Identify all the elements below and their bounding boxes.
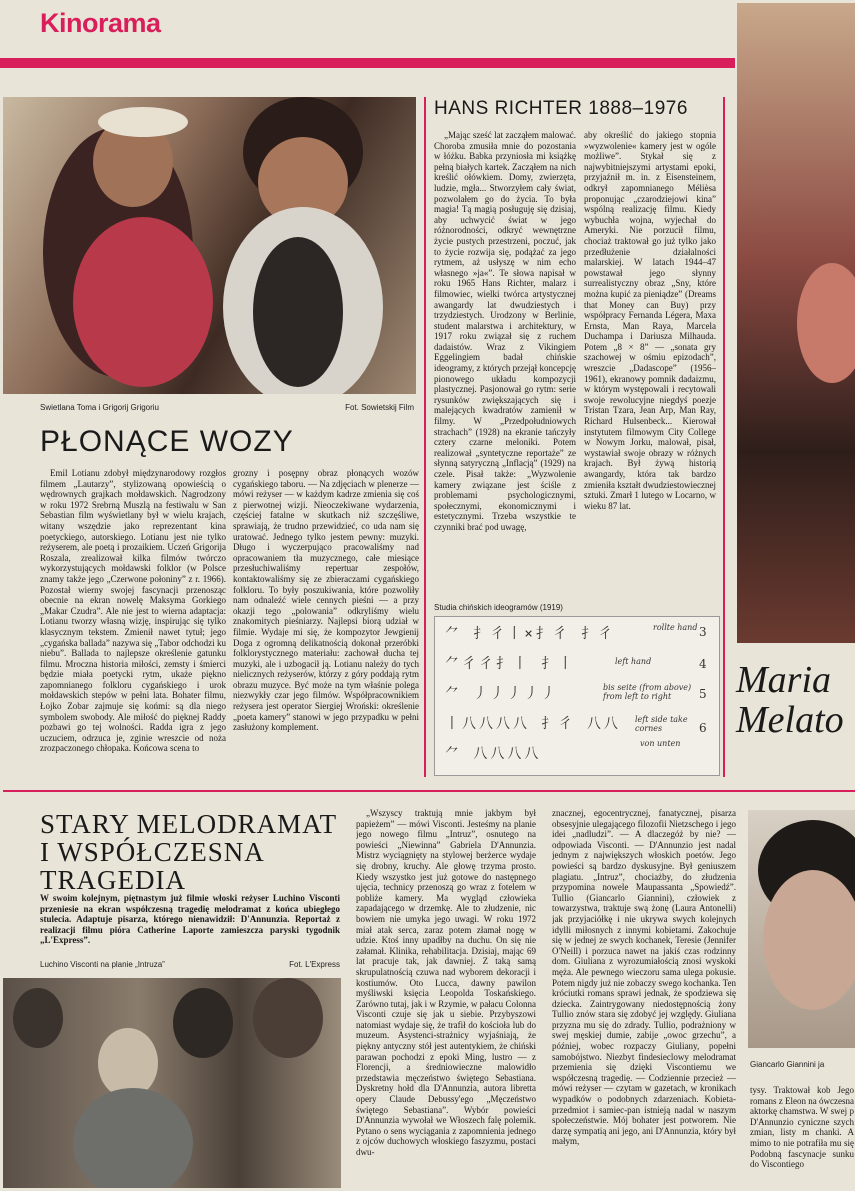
article-text: „Mając sześć lat zacząłem malować. Choroba zmusiła mnie do pozostania w łóżku. Babka przyniosła mi książkę pełną białych kartek. Zacząłem na nich kreślić ołówkiem. Domy, zwierzęta, ludzie, mgła... Stworzyłem cały świat, pozwolałem go do życia. To była magia! Tą magią posługuję się dzisiaj, aby uchwycić świat w jego różnorodności, odkryć wewnętrzne życie pustych przestrzeni, poczuć, jak to życie rozwija się, podążać za jego rytmem, aż usłyszę w nim echo własnego »ja«”. Te słowa napisał w roku 1965 Hans Richter, malarz i filmowiec, wielki twórca artystycznej awangardy lat dwudziestych i trzydziestych. Urodzony w Berlinie, student malarstwa i architektury, w 1917 roku związał się z ruchem dadaistów. Wraz z Vikingiem Eggelingiem badał chińskie ideogramy, z których przejął koncepcję pionowego układu kompozycji plastycznej. Pasjonował go rytm: serie rysunków zwiększających się i malejących kwadratów zamienił w filmy. W „Przedpołudniowych strachach” (1928) na ekranie tańczyły cztery czarne meloniki. Potem realizował „syntetyczne reportaże” ze słynną satyryczną „Inflacją” (1929) na czele. Pisał także: „Wyzwolenie kamery związane jest ściśle z problemami psychologicznymi, społecznymi, ekonomicznymi i estetycznymi. Trzeba wszystkie te czynniki brać pod uwagę, <box>434 130 576 532</box>
title-line: Melato <box>736 699 844 741</box>
ideogram-number: 6 <box>699 721 707 735</box>
ideogram-study-drawing <box>434 616 720 776</box>
title-line: Maria <box>736 659 831 701</box>
ideogram-note: left side take cornes <box>635 715 688 733</box>
film-still-dancers <box>3 97 416 394</box>
maria-melato-photo <box>737 3 855 643</box>
article-title-hans-richter: HANS RICHTER 1888–1976 <box>434 98 688 119</box>
section-divider <box>3 790 855 792</box>
ideogram-row: ⺈ ⼃⼃⼃⼃⼃ <box>445 686 559 702</box>
ideogram-number: 4 <box>699 657 707 671</box>
richter-column-2 <box>584 130 716 588</box>
article-text: znacznej, egocentrycznej, fanatycznej, pisarza obsesyjnie ulegającego filozofii Nietzschego i jego idei „nadludzi”. — A dlaczegóż by nie? — odpowiada Visconti. — D'Annunzio jest nadal jednym z największych włoskich poetów. Jego powieści są bardzo dyskusyjne. Był geniuszem plagiatu. „Intruz”, chociażby, do złudzenia przypomina nowele Maupassanta „Spowiedź”. Tullio (Giancarlo Giannini), człowiek z towarzystwa, traktuje swą żonę (Laura Antonelli) jak przyjaciółkę i nie ukrywa swych kolejnych idylli miłosnych z innymi kobietami. Zakochuje się w jednej ze swych kochanek, Teresie (Jennifer O'Neill) i porzuca nawet na jakiś czas rodzinny dom. Giuliana z wyrozumiałością znosi wyskoki męża. Ale pewnego wieczoru sama ulega pokusie. Potem nigdy już nie zobaczy swego kochanka. Ten króciutki romans sprawi jednak, że spodziewa się dziecka. Zaintrygowany niedostępnością żony Tullio znów stara się zdobyć jej względy. Giuliana przyzna mu się do zdrady. Tullio, podrażniony w swej męskiej dumie, zabije „owoc grzechu”, a później, wobec rozpaczy Giuliany, popełni samobójstwo. Niezbyt findesieclowy melodramat przemienia się dzięki Viscontiemu we współczesną tragedię. — Codziennie przecież — mówi reżyser — czytam w gazetach, w kronikach wypadków o podobnych zdarzeniach. Kobieta-przedmiot i samiec-pan istnieją nadal w naszym społeczeństwie. Mój bohater jest potworem. Nie darzę sympatią ani jego, ani D'Annunzia, który był małym, <box>552 808 736 1147</box>
maria-melato-title <box>736 660 844 740</box>
article-title-melodramat: STARY MELODRAMAT I WSPÓŁCZESNA TRAGEDIA <box>40 809 337 895</box>
ideogram-row: ⼁⼋⼋⼋⼋ ⺘⼻ ⼋⼋ <box>445 716 621 732</box>
visconti-on-set-photo <box>3 978 341 1188</box>
caption-actors: Swietlana Toma i Grigorij Grigoriu <box>40 403 160 412</box>
ideogram-note: von unten <box>640 739 681 748</box>
header-accent-bar <box>0 58 735 68</box>
caption-credit: Fot. Sowietskij Film <box>345 403 414 412</box>
melodramat-column-3 <box>750 1085 854 1189</box>
ideogram-note: left hand <box>615 657 652 666</box>
magazine-section-title: Kinorama <box>40 8 161 38</box>
article-text: „Wszyscy traktują mnie jakbym był papieżem” — mówi Visconti. Jesteśmy na planie jego nowego filmu „Intruz”, osnutego na powieści „Niewinna” Gabriela D'Annunzia. Mistrz wyciągnięty na stylowej berżerce wydaje się drobny, kruchy. Ale głowę trzyma prosto. Kiedy wszystko jest już gotowe do następnego ujęcia, technicy przenoszą go wraz z fotelem w pobliże kamery. Ma wygląd człowieka zapadającego w drzemkę. Ale to złudzenie, nic bowiem nie umyka jego uwagi. W roku 1972 miał atak serca, zaraz potem złamał nogę w udzie. Ktoś inny upadłby na duchu. On się nie załamał. Klinika, rehabilitacja. Dzisiaj, mając 69 lat pracuje tak, jak dawniej. Z taką samą skrupulatnością czuwa nad wyborem dekoracji i kostiumów. Oto Lucca, dawny pawilon myśliwski księcia Leopolda Toskańskiego. Zarówno tutaj, jak i w Rzymie, w pałacu Colonna Visconti czuje się jak u siebie. Przybyszowi natomiast wydaje się, że trafił do kościoła lub do muzeum. Asystenci-strażnicy wyjaśniają, że piękny antyczny stół jest autentykiem, że chiński parawan pochodzi z epoki Ming, lustro — z Florencji, a średniowieczne malowidło przedstawia męczeństwo świętego Sebastiana. Dyskretny hołd dla D'Annunzia, autora libretta opery Claude Debussy'ego „Męczeństwo świętego Sebastiana”. Wybór powieści D'Annunzia wywołał we Włoszech falę polemik. Pytano o sens wyciągania z zapomnienia jednego z ojców duchowych włoskiego faszyzmu, postaci dwu- <box>356 808 536 1157</box>
column-rule-left <box>424 97 426 777</box>
melodramat-column-1 <box>356 808 536 1188</box>
photo-caption <box>40 960 340 970</box>
article-text: grozny i posępny obraz płonących wozów cygańskiego taboru. — Na zdjęciach w plenerze — mówi reżyser — w każdym kadrze zmienia się coś z pierwotnej wizji. Nieoczekiwane wydarzenia, częściej fatalne w skutkach niż szczęśliwe, sprawiają, że trudno przewidzieć, co uda nam się uratować. Jednego tylko jestem pewny: muzyki. Długo i wyczerpująco pracowaliśmy nad opracowaniem tła muzycznego, całe miesiące przesłuchiwaliśmy repertuar zespołów, kontaktowaliśmy się ze zbieraczami cygańskiego folkloru. To były poszukiwania, które pozwoliły nam odnaleźć wiele cennych pieśni — a przy okazji tego „polowania” odkryliśmy wielu znakomitych pieśniarzy. Najlepsi biorą udział w filmie. Wydaje mi się, że kompozytor Jewgienij Doga z ogromną delikatnością dokonał przeróbki folklorystycznego materiału: zachował ducha tej muzyki, ale i uzbogacił ją. Lotianu należy do tych nielicznych reżyserów, którzy z góry poddają rytm obrazu muzyce. Być może na tym właśnie polega niezwykły czar jego filmów. Współpracownikiem reżysera jest operator Siergiej Wroński: określenie „poeta kamery” stanowi w jego przypadku w pełni zasłużony komplement. <box>233 468 419 733</box>
ideogram-number: 5 <box>699 687 707 701</box>
ideogram-number: 3 <box>699 625 707 639</box>
ideogram-note: rollte hand <box>653 623 698 632</box>
article-text: tysy. Traktował kob Jego romans z Eleon na ówczesna aktorkę chamstwa. W swej p D'Annunzio cyniczne szych zmian, listy m chanki. A mimo to nie potrafiła mu się Podobną fascynacje sunku do Viscontiego <box>750 1085 854 1170</box>
ideogram-row: ⺈⼻⼻⺘⼁ ⺘⼁ <box>445 656 576 672</box>
ideogram-note: bis seite (from above) from left to right <box>603 683 692 701</box>
richter-column-1 <box>434 130 576 588</box>
photo-caption <box>40 403 414 413</box>
portrait-caption: Giancarlo Giannini ja <box>750 1060 825 1069</box>
article-text: aby określić do jakiego stopnia »wyzwolenie« kamery jest w ogóle możliwe”. Stykał się z najwybitniejszymi artystami epoki, przyjaźnił m. in. z Eisensteinem, odkrył zapomnianego Mélièsa proponując „czarodziejowi kina” wspólną realizację filmu. Kiedy wybuchła wojna, wyjechał do Ameryki. Nie porzucił filmu, chociaż traktował go już tylko jako przedłużenie działalności malarskiej. W latach 1944–47 powstawał jego słynny surrealistyczny obraz „Sny, które można kupić za pieniądze” (Dreams that Money can Buy) przy współpracy Fernanda Légera, Maxa Ernsta, Man Raya, Marcela Duchampa i Dariusza Milhauda. Potem „8 × 8” — „sonata gry szachowej w ośmiu epizodach”, wreszcie „Dadascope” (1956–1961), ekranowy pomnik dadaizmu, w którym występowali i recytowali swoje rewolucyjne niegdyś poezje Tristan Tzara, Jean Arp, Man Ray, Richard Hulsenbeck... Kierował instytutem filmowym City College w Nowym Jorku, malował, pisał, wystawiał swoje obrazy w różnych krajach. Był żywą historią awangardy, która tak bardzo zmieniła kształt dwudziestowiecznej sztuki. Zmarł 1 lutego w Locarno, w wieku 87 lat. <box>584 130 716 511</box>
melodramat-column-2 <box>552 808 736 1188</box>
caption-credit: Fot. L'Express <box>289 960 340 969</box>
article-lead: W swoim kolejnym, piętnastym już filmie włoski reżyser Luchino Visconti przeniesie na ekran współczesną tragedię melodramat z końca ubiegłego stulecia. Adaptuje pisarza, którego nienawidził: D'Annunzia. Reportaż z realizacji filmu pióra Catherine Laporte zamieszcza paryski tygodnik „L'Express”. <box>40 893 340 946</box>
ideogram-row: ⺈ ⺘⼻⼁×⺘⼻ ⺘⼻ <box>445 626 616 642</box>
article-title-plonace-wozy: PŁONĄCE WOZY <box>40 425 294 458</box>
column-rule-right <box>723 97 725 777</box>
article-text: Emil Lotianu zdobył międzynarodowy rozgłos filmem „Lautarzy”, stylizowaną opowieścią o wędrownych grajkach mołdawskich. Nagrodzony w roku 1972 Srebrną Muszlą na festiwalu w San Sebastian film wyświetlany był w wielu krajach, witany wszędzie jako reprezentant kina poetyckiego, autorskiego. Lotianu jest nie tylko reżyserem, ale poetą i prozaikiem. Uczeń Grigorija Roszala, zrealizował kilka filmów twórczo wykorzystujących mołdawski folklor (w Polsce znamy także jego „Czerwone połoniny” z r. 1966). Pozostał wierny swojej fascynacji przenosząc obecnie na ekran nowelę Maksyma Gorkiego „Makar Czudra”. Ale nie jest to wierna adaptacja: Lotianu tworzy własną wizję, inspirując się tylko klasycznym tekstem. Zmienił nawet tytuł; jego „cygańska ballada” nazywa się „Tabor odchodzi ku niebu”. Ballada to najlepsze określenie gatunku filmu. Mroczna historia miłości, zemsty i śmierci będzie miała poetycki rytm, ukaże piękno zapomnianego folkloru cygańskiego i urok mołdawskich stepów w pełni lata. Bohater filmu, Łojko Zobar zajmuje się końmi: są dla niego symbolem swobody. Ale miłość do pięknej Raddy pozbawi go tej wolności. Radda igra z jego uczuciem, odrzuca je, zginie wreszcie od noża zrozpaczonego chłopaka. Końcowa scena to <box>40 468 226 754</box>
giannini-portrait <box>748 810 855 1048</box>
ideogram-figure-caption: Studia chińskich ideogramów (1919) <box>434 603 563 612</box>
ideogram-row: ⺈ ⼋⼋⼋⼋ <box>445 746 542 762</box>
caption-subject: Luchino Visconti na planie „Intruza” <box>40 960 165 969</box>
article-column-2 <box>233 468 419 790</box>
article-column-1 <box>40 468 226 790</box>
